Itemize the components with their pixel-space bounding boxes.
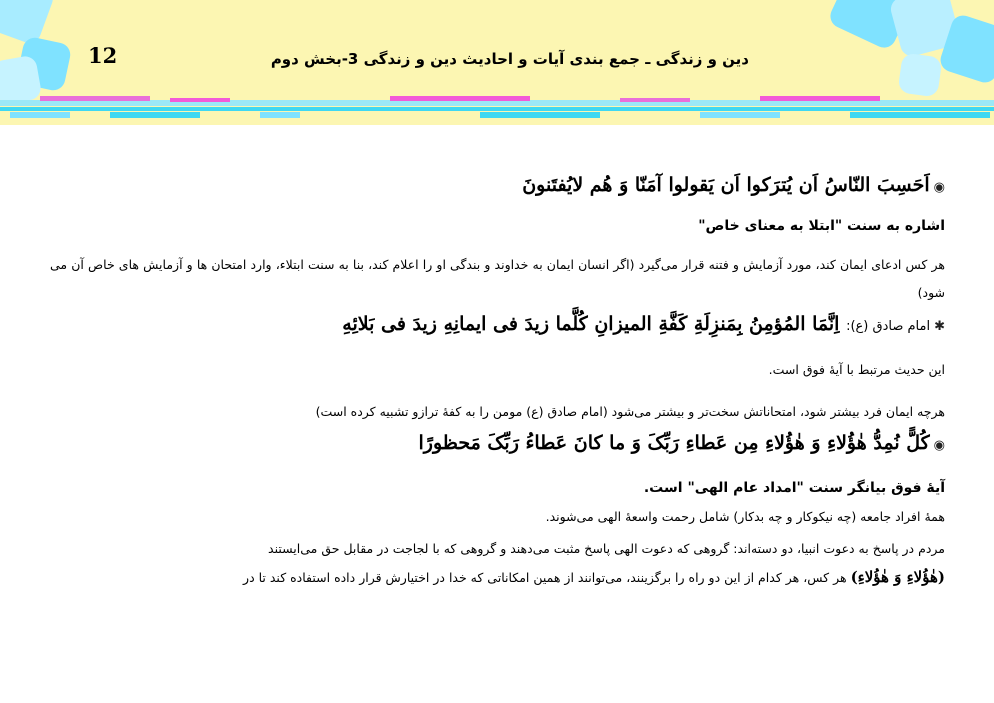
quran-verse [50, 170, 945, 203]
asterisk-icon: ✱ [934, 319, 945, 334]
verse-text: اَحَسِبَ النّاسُ اَن یُترَکوا اَن یَقولوا آمَنّا وَ هُم لایُفتَنونَ [522, 174, 930, 196]
paragraph-text: هر کس، هر کدام از این دو راه را برگزینند، می‌توانند از همین امکاناتی که خدا در اختیارش قرار داده استفاده کند تا در [243, 570, 847, 585]
section-heading: آیۀ فوق بیانگر سنت "امداد عام الهی" است. [643, 480, 945, 496]
hadith-line [50, 309, 945, 342]
page-header [0, 0, 994, 125]
verse-text: کُلًّ نُمِدُّ هٰؤُلاءِ وَ هٰؤُلاءِ مِن عَطاءِ رَبِّکَ وَ ما کانَ عَطاءُ رَبِّکَ مَحظورًا [418, 432, 930, 454]
paragraph: همۀ افراد جامعه (چه نیکوکار و چه بدکار) شامل رحمت واسعۀ الهی می‌شوند. [545, 509, 945, 524]
page-number: 12 [88, 43, 118, 68]
decor-band [0, 96, 994, 122]
swirl-icon: ◉ [933, 180, 945, 195]
page-content [50, 160, 945, 592]
hadith-text: اِنَّمَا المُؤمِنُ بِمَنزِلَةِ کَفَّةِ المیزانِ کُلَّما زیدَ فی ایمانِهِ زیدَ فی بَلائِهِ [342, 313, 840, 335]
section-heading: اشاره به سنت "ابتلا به معنای خاص" [698, 218, 945, 234]
swirl-icon: ◉ [933, 438, 945, 453]
quran-verse [50, 428, 945, 461]
decor-square [897, 52, 942, 97]
header-title: دین و زندگی ـ جمع بندی آیات و احادیث دین و زندگی 3-بخش دوم [270, 50, 749, 68]
inline-verse: (هٰؤُلاءِ وَ هٰؤُلاءِ) [850, 568, 945, 586]
paragraph: مردم در پاسخ به دعوت انبیا، دو دسته‌اند: گروهی که دعوت الهی پاسخ مثبت می‌دهند و گروهی که با لجاجت در مقابل حق می‌ایستند [268, 541, 945, 556]
paragraph [50, 563, 945, 592]
paragraph: این حدیث مرتبط با آیۀ فوق است. [768, 362, 945, 377]
hadith-source: امام صادق (ع): [846, 319, 931, 334]
paragraph: هرچه ایمان فرد بیشتر شود، امتحاناتش سخت‌تر و بیشتر می‌شود (امام صادق (ع) مومن را به کفۀ ترازو تشبیه کرده است) [315, 404, 945, 419]
paragraph: هر کس ادعای ایمان کند، مورد آزمایش و فتنه قرار می‌گیرد (اگر انسان ایمان به خداوند و بندگی او را اعلام کند، بنا به سنت ابتلاء، وارد امتحان ها و آزمایش های خاص آن می شود) [50, 257, 945, 300]
